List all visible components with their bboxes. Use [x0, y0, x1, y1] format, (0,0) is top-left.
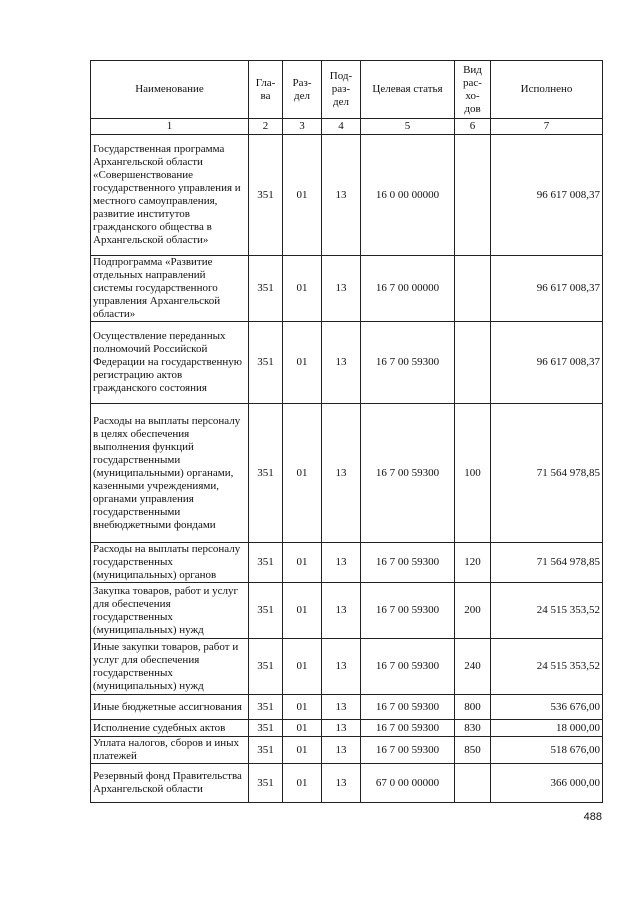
cell-glava: 351	[249, 135, 283, 256]
header-name: Наименование	[91, 61, 249, 119]
cell-target: 67 0 00 00000	[361, 764, 455, 803]
cell-razdel: 01	[283, 764, 322, 803]
cell-razdel: 01	[283, 135, 322, 256]
table-row	[91, 135, 603, 256]
header-podrazdel: Под- раз- дел	[322, 61, 361, 119]
header-razdel: Раз- дел	[283, 61, 322, 119]
cell-vid	[455, 256, 491, 322]
index-cell: 3	[283, 119, 322, 135]
cell-podrazdel: 13	[322, 583, 361, 639]
index-cell: 1	[91, 119, 249, 135]
cell-razdel: 01	[283, 695, 322, 720]
header-glava: Гла- ва	[249, 61, 283, 119]
cell-name: Осуществление переданных полномочий Российской Федерации на государственную регистрацию актов гражданского состояния	[91, 322, 249, 404]
cell-glava: 351	[249, 543, 283, 583]
cell-razdel: 01	[283, 543, 322, 583]
cell-done: 366 000,00	[491, 764, 603, 803]
cell-glava: 351	[249, 639, 283, 695]
cell-glava: 351	[249, 583, 283, 639]
cell-name: Уплата налогов, сборов и иных платежей	[91, 737, 249, 764]
cell-done: 24 515 353,52	[491, 639, 603, 695]
cell-name: Исполнение судебных актов	[91, 720, 249, 737]
cell-razdel: 01	[283, 583, 322, 639]
cell-podrazdel: 13	[322, 695, 361, 720]
header-done: Исполнено	[491, 61, 603, 119]
cell-vid	[455, 764, 491, 803]
cell-name: Иные закупки товаров, работ и услуг для обеспечения государственных (муниципальных) нужд	[91, 639, 249, 695]
cell-done: 96 617 008,37	[491, 322, 603, 404]
cell-podrazdel: 13	[322, 322, 361, 404]
index-cell: 6	[455, 119, 491, 135]
cell-name: Закупка товаров, работ и услуг для обеспечения государственных (муниципальных) нужд	[91, 583, 249, 639]
cell-podrazdel: 13	[322, 404, 361, 543]
cell-vid	[455, 322, 491, 404]
cell-razdel: 01	[283, 404, 322, 543]
cell-done: 518 676,00	[491, 737, 603, 764]
cell-podrazdel: 13	[322, 639, 361, 695]
table-row	[91, 404, 603, 543]
cell-target: 16 7 00 59300	[361, 583, 455, 639]
cell-vid: 200	[455, 583, 491, 639]
index-cell: 2	[249, 119, 283, 135]
cell-done: 24 515 353,52	[491, 583, 603, 639]
table-row	[91, 737, 603, 764]
table-row	[91, 639, 603, 695]
cell-target: 16 0 00 00000	[361, 135, 455, 256]
cell-done: 71 564 978,85	[491, 543, 603, 583]
index-row	[91, 119, 603, 135]
page-number: 488	[583, 811, 602, 823]
cell-vid: 830	[455, 720, 491, 737]
cell-podrazdel: 13	[322, 135, 361, 256]
header-row	[91, 61, 603, 119]
table-row	[91, 256, 603, 322]
index-cell: 4	[322, 119, 361, 135]
cell-name: Подпрограмма «Развитие отдельных направлений системы государственного управления Архангельской области»	[91, 256, 249, 322]
cell-vid: 240	[455, 639, 491, 695]
table-row	[91, 322, 603, 404]
index-cell: 7	[491, 119, 603, 135]
cell-glava: 351	[249, 695, 283, 720]
cell-vid: 120	[455, 543, 491, 583]
cell-razdel: 01	[283, 639, 322, 695]
cell-glava: 351	[249, 720, 283, 737]
table-row	[91, 543, 603, 583]
cell-done: 96 617 008,37	[491, 135, 603, 256]
cell-podrazdel: 13	[322, 256, 361, 322]
header-target: Целевая статья	[361, 61, 455, 119]
cell-target: 16 7 00 59300	[361, 737, 455, 764]
cell-name: Расходы на выплаты персоналу государственных (муниципальных) органов	[91, 543, 249, 583]
table-row	[91, 764, 603, 803]
cell-podrazdel: 13	[322, 737, 361, 764]
cell-razdel: 01	[283, 256, 322, 322]
cell-done: 18 000,00	[491, 720, 603, 737]
cell-glava: 351	[249, 404, 283, 543]
table-body	[91, 135, 603, 803]
cell-podrazdel: 13	[322, 543, 361, 583]
cell-vid	[455, 135, 491, 256]
cell-glava: 351	[249, 256, 283, 322]
cell-glava: 351	[249, 322, 283, 404]
cell-done: 536 676,00	[491, 695, 603, 720]
cell-target: 16 7 00 59300	[361, 720, 455, 737]
table-row	[91, 583, 603, 639]
cell-name: Резервный фонд Правительства Архангельской области	[91, 764, 249, 803]
cell-glava: 351	[249, 737, 283, 764]
cell-target: 16 7 00 59300	[361, 404, 455, 543]
cell-razdel: 01	[283, 720, 322, 737]
cell-vid: 850	[455, 737, 491, 764]
table-row	[91, 720, 603, 737]
cell-glava: 351	[249, 764, 283, 803]
cell-target: 16 7 00 59300	[361, 322, 455, 404]
cell-target: 16 7 00 59300	[361, 695, 455, 720]
cell-name: Государственная программа Архангельской области «Совершенствование государственного управления и местного самоуправления, развитие институтов гражданского общества в Архангельской области»	[91, 135, 249, 256]
cell-name: Расходы на выплаты персоналу в целях обеспечения выполнения функций государственными (муниципальными) органами, казенными учреждениями, органами управления государственными внебюджетными фондами	[91, 404, 249, 543]
cell-done: 96 617 008,37	[491, 256, 603, 322]
index-cell: 5	[361, 119, 455, 135]
cell-vid: 800	[455, 695, 491, 720]
cell-podrazdel: 13	[322, 764, 361, 803]
header-vid: Вид рас- хо- дов	[455, 61, 491, 119]
cell-name: Иные бюджетные ассигнования	[91, 695, 249, 720]
table-row	[91, 695, 603, 720]
cell-vid: 100	[455, 404, 491, 543]
cell-target: 16 7 00 59300	[361, 543, 455, 583]
cell-razdel: 01	[283, 737, 322, 764]
budget-table	[90, 60, 603, 803]
cell-done: 71 564 978,85	[491, 404, 603, 543]
cell-target: 16 7 00 59300	[361, 639, 455, 695]
cell-target: 16 7 00 00000	[361, 256, 455, 322]
cell-podrazdel: 13	[322, 720, 361, 737]
cell-razdel: 01	[283, 322, 322, 404]
